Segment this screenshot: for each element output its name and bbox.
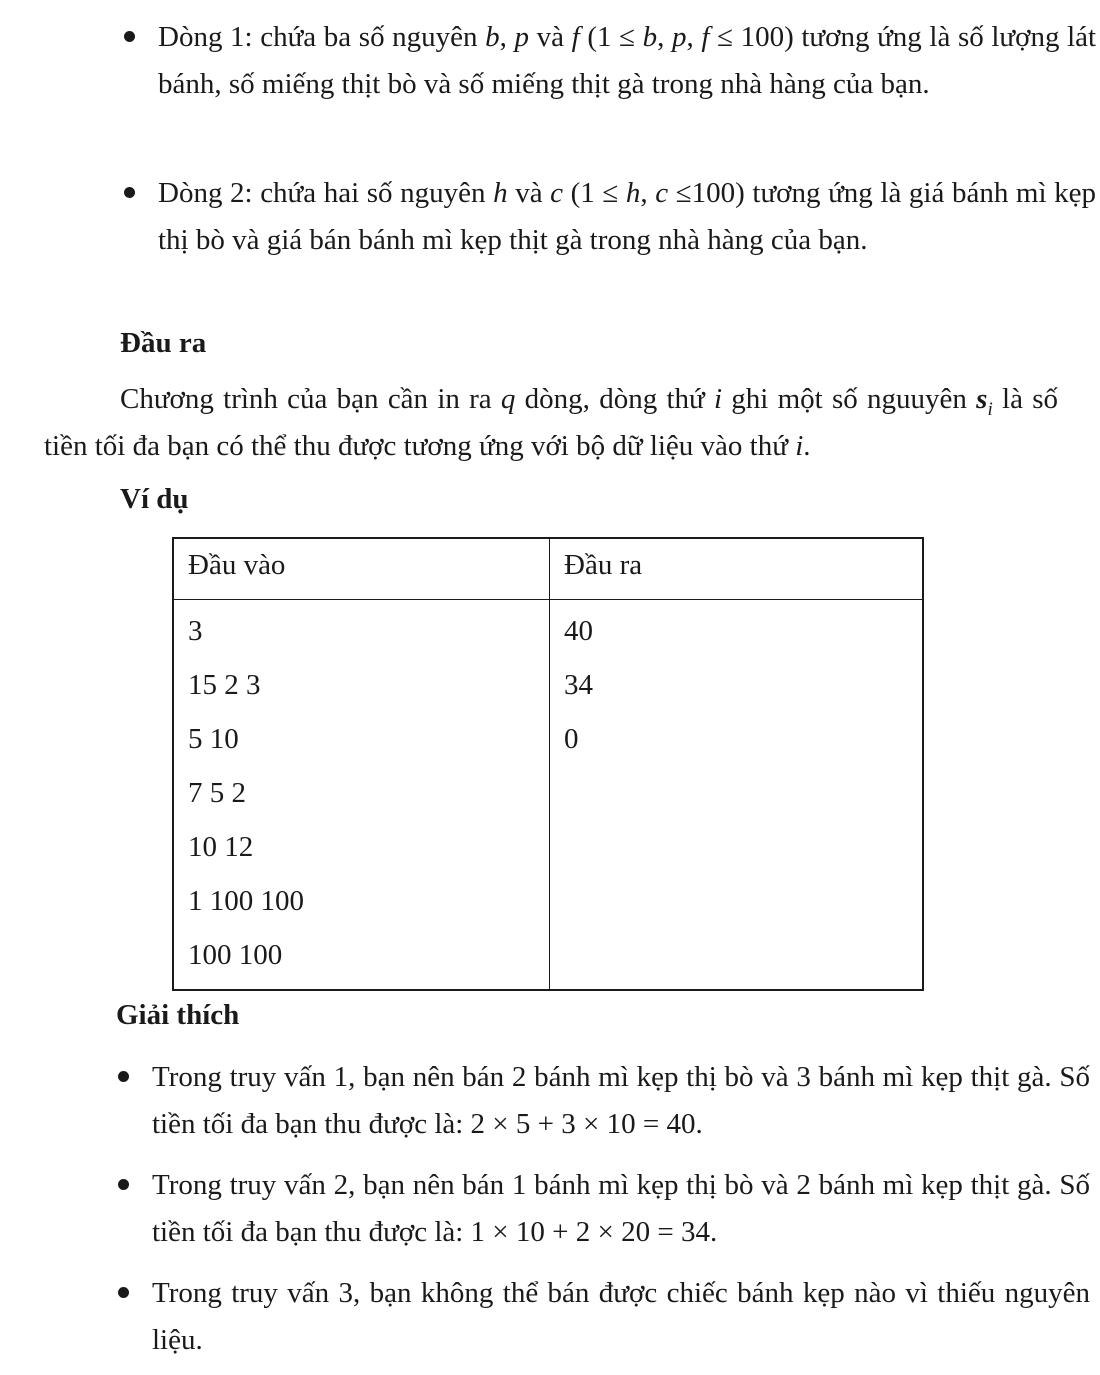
output-cell: [550, 600, 924, 991]
column-header-output: Đầu ra: [550, 538, 924, 600]
var-p: p: [672, 21, 687, 53]
text-run: là số tiền tối đa bạn có thể thu được tương ứng với bộ dữ liệu vào thứ: [44, 383, 1058, 462]
text-run: Dòng 1: chứa ba số nguyên: [158, 21, 486, 53]
example-table: [172, 537, 924, 991]
table-row: [173, 600, 923, 991]
var-f: f: [571, 21, 580, 53]
input-line: 1 100 100: [188, 885, 304, 917]
var-p: p: [514, 21, 530, 53]
var-i: i: [795, 430, 804, 462]
input-line-1-item: [120, 14, 1096, 108]
explanation-item: [114, 1270, 1090, 1364]
bullet-icon: [120, 170, 158, 217]
text-run: Chương trình của bạn cần in ra: [120, 383, 501, 415]
explanation-item: [114, 1054, 1090, 1148]
column-header-input: Đầu vào: [173, 538, 550, 600]
output-paragraph: [44, 376, 1058, 470]
input-line: 7 5 2: [188, 777, 246, 809]
text-run: ,: [499, 21, 515, 53]
output-heading: Đầu ra: [120, 327, 207, 359]
var-h: h: [493, 177, 508, 209]
input-line: 100 100: [188, 939, 283, 971]
var-q: q: [500, 383, 516, 415]
var-c: c: [655, 177, 669, 209]
text-run: ,: [640, 177, 656, 209]
input-line: 10 12: [188, 831, 254, 863]
bullet-icon: [114, 1270, 152, 1317]
text-run: ≤ 100) tương ứng là số lượng lát bánh, số miếng thịt bò và số miếng thịt gà trong nhà hàng của bạn.: [158, 21, 1097, 100]
input-line: 5 10: [188, 723, 239, 755]
input-line: 15 2 3: [188, 669, 261, 701]
example-heading: Ví dụ: [120, 483, 189, 515]
var-b: b: [485, 21, 500, 53]
text-run: dòng, dòng thứ: [515, 383, 714, 415]
input-line-2-item: [120, 170, 1096, 264]
text-run: và: [529, 21, 572, 53]
text-run: Dòng 2: chứa hai số nguyên: [158, 177, 494, 209]
text-run: ≤100) tương ứng là giá bánh mì kẹp thị bò và giá bán bánh mì kẹp thịt gà trong nhà hàng của bạn.: [158, 177, 1096, 256]
explanation-text: Trong truy vấn 2, bạn nên bán 1 bánh mì kẹp thị bò và 2 bánh mì kẹp thịt gà. Số tiền tối đa bạn thu được là: 1 × 10 + 2 × 20 = 34.: [152, 1169, 1090, 1248]
explanation-text: Trong truy vấn 3, bạn không thể bán được chiếc bánh kẹp nào vì thiếu nguyên liệu.: [152, 1277, 1090, 1356]
var-i: i: [713, 383, 723, 415]
output-line: 34: [564, 669, 593, 701]
text-run: (1 ≤: [579, 21, 643, 53]
bullet-icon: [114, 1054, 152, 1101]
input-cell: [173, 600, 550, 991]
text-run: .: [803, 430, 811, 462]
bullet-icon: [120, 14, 158, 61]
explanation-text: Trong truy vấn 1, bạn nên bán 2 bánh mì kẹp thị bò và 3 bánh mì kẹp thịt gà. Số tiền tối đa bạn thu được là: 2 × 5 + 3 × 10 = 40.: [152, 1061, 1090, 1140]
explanation-item: [114, 1162, 1090, 1256]
input-line: 3: [188, 615, 203, 647]
text-run: ghi một số nguuyên: [722, 383, 977, 415]
text-run: ,: [686, 21, 702, 53]
var-b: b: [642, 21, 658, 53]
var-h: h: [625, 177, 641, 209]
text-run: ,: [657, 21, 673, 53]
text-run: (1 ≤: [563, 177, 626, 209]
output-line: 0: [564, 723, 579, 755]
text-run: và: [507, 177, 551, 209]
var-s-subscript: i: [987, 398, 993, 420]
table-header-row: [173, 538, 923, 600]
var-c: c: [550, 177, 564, 209]
output-line: 40: [564, 615, 593, 647]
bullet-icon: [114, 1162, 152, 1209]
var-s: s: [976, 383, 988, 415]
explain-heading: Giải thích: [116, 999, 240, 1031]
var-f: f: [701, 21, 710, 53]
